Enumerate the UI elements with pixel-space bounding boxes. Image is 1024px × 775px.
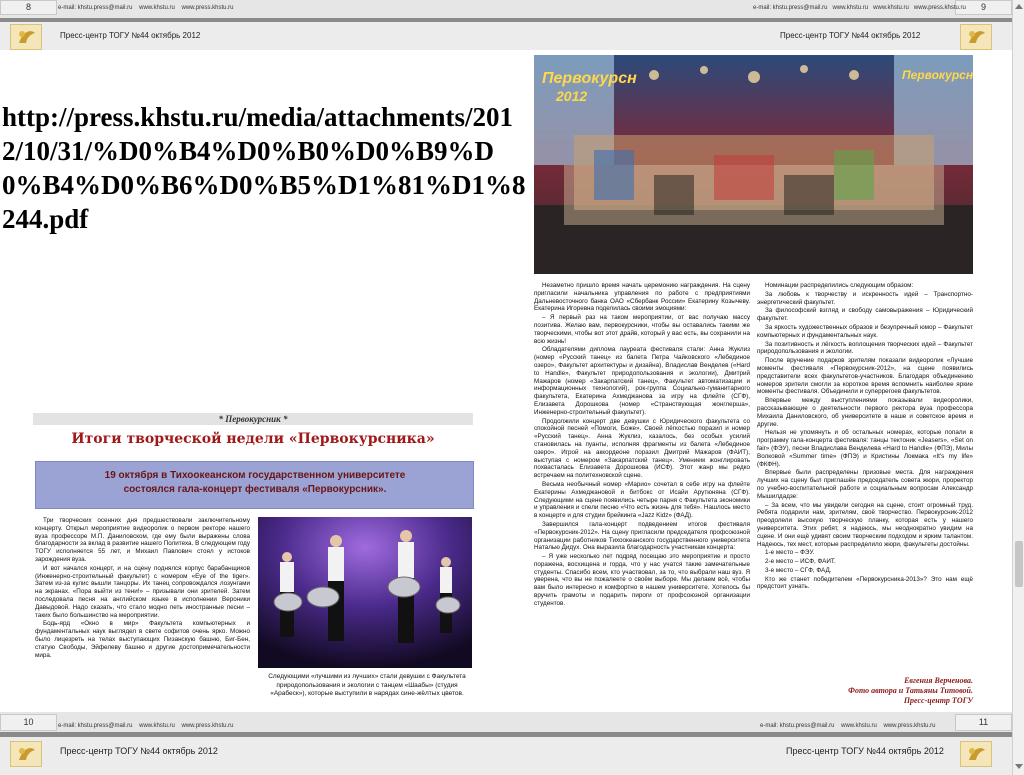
paragraph: Незаметно пришло время начать церемонию награждения. На сцену пригласили начальника управления по работе с предприятиями Дальневосточного банка ОАО «Сбербанк России» Екатерину Козычеву. Екатерина Игоревна поделилась своими эмоциями: xyxy=(534,282,750,313)
paragraph: 1-е место – ФЭУ. xyxy=(765,549,815,557)
drummers-photo xyxy=(258,517,472,668)
rubric-label: * Первокурсник * xyxy=(218,414,288,424)
page-number-8: 8 xyxy=(0,0,57,15)
paragraph: За яркость художественных образов и безупречный юмор – Факультет компьютерных и фундаментальных наук. xyxy=(757,323,973,339)
page-number-9: 9 xyxy=(955,0,1012,15)
paragraph: 2-е место – ИСФ, ФАИТ. xyxy=(765,558,836,566)
next-header-left-title: Пресс-центр ТОГУ №44 октябрь 2012 xyxy=(60,746,218,756)
newspaper-logo-icon xyxy=(960,741,992,767)
photo-caption: Следующими «лучшими из лучших» стали девушки с Факультета природопользования и экологии с танцем «Шаабы» (студия «Арабеск»), которые выступили в нарядах сине-жёлтых цветов. xyxy=(268,673,466,697)
paragraph: За позитивность и лёгкость воплощения творческих идей – Факультет природопользования и экологии. xyxy=(757,340,973,356)
article-column-1 xyxy=(35,517,250,707)
paragraph: За философский взгляд и свободу самовыражения – Юридический факультет. xyxy=(757,307,973,323)
next-header-strip xyxy=(0,737,1012,775)
paragraph: Номинации распределились следующим образом: xyxy=(765,282,914,289)
paragraph: Впервые были распределены призовые места. Для награждения лучших на сцену был приглашён председатель совета жюри, проректор по учебно-воспитательной работе и социальным вопросам Александр Мышилдадзе: xyxy=(757,469,973,500)
top-footer-right-links: e-mail: khstu.press@mail.ru www.khstu.ru www.khstu.ru www.press.khstu.ru xyxy=(753,5,966,11)
signature-author: Евгения Верченова. xyxy=(904,676,973,685)
svg-text:Первокурсн: Первокурсн xyxy=(902,68,973,82)
paragraph: Завершился гала-концерт подведением итогов фестиваля «Первокурсник-2012». На сцену пригласили председателя профсоюзной организации работников Тихоокеанского государственного университета Наталью Дидух. Она выразила благодарность участникам концерта: xyxy=(534,520,750,552)
paragraph: Весьма необычный номер «Марио» сочетал в себе игру на флейте Екатерины Ахмеджановой и битбокс от Исайи Арутюняна (СГФ). Следующими на сцене появились четыре парня с Факультета экономики и управления и спели песню «Что есть жизнь для тебя». Нашлось место в концерте и для студии брейкинга «Jazz Kidz» (ФАД). xyxy=(534,480,750,520)
header-right-title: Пресс-центр ТОГУ №44 октябрь 2012 xyxy=(780,31,921,40)
page-number-11: 11 xyxy=(955,714,1012,731)
paragraph: Бодь-ярд «Окно в мир» Факультета компьютерных и фундаментальных наук выглядел в свете софитов очень ярко. Можно было лицезреть на телах выступающих Пизанскую башню, Биг-Бен, статую Свободы, Эйфелеву башню и другие достопримечательности мира. xyxy=(35,620,250,659)
paragraph: Продолжили концерт две девушки с Юридического факультета со спокойной песней «Помоги, Боже». Своей лёгкостью поразил и номер «Русский танец». Анна Жуклиз, казалось, без особых усилий становилась на пуанты, исполняя фрагменты из балета «Лебединое озеро». Игрой на аккордеоне поразил Дмитрий Мажаров (ФАИТ), выступая с номером «Закарпатский танец». Умением жонглировать похвасталась Елизавета Дорошкова (ИСФ). Этот жанр мы редко встречаем на политехновской сцене. xyxy=(534,417,750,480)
article-column-2 xyxy=(534,282,750,709)
paragraph: – За всем, что мы увидели сегодня на сцене, стоит огромный труд. Ребята подарили нам, зрителям, своё творчество. Первокурсник-2012 преодолели высокую творческую планку, которая есть у нашего университета. Этих ребят, я надеюсь, мы неоднократно увидим на сцене. И они ещё удивят своим творческим подходом и ярким талантом. Надеюсь, тех мест, которые распределило жюри, факультеты достойны. xyxy=(757,501,973,548)
bottom-footer-left-links: e-mail: khstu.press@mail.ru www.khstu.ru www.press.khstu.ru xyxy=(58,723,234,729)
header-left-title: Пресс-центр ТОГУ №44 октябрь 2012 xyxy=(60,31,201,40)
group-photo xyxy=(534,55,973,274)
page-number-10: 10 xyxy=(0,714,57,731)
paragraph: После вручение подарков зрителям показали видеоролик «Лучшие моменты фестиваля «Первокурсник-2012», на сцене появились представители всех факультетов-участников. Благодаря объединению номеров зрители смогли за короткое время вспомнить наиболее яркие моменты фестиваля. Объединили и суперрегоев факультетов. xyxy=(757,357,973,396)
paragraph: Обладателями диплома лауреата фестиваля стали: Анна Жуклиз (номер «Русский танец» из балета Петра Чайковского «Лебединое озеро», Факультет архитектуры и дизайна), Владислав Венделев («Hard to Handle», Факультет природопользования и экологии), Дмитрий Мажаров (номер «Закарпатский танец», Факультет автоматизации и информационных технологий), рок-группа Социально-гуманитарного факультета, Екатерина Ахмеджанова за игру на флейте (СГФ), Елизавета Дорошкова (номер «Странствующая жонглерша», Инженерно-строительный факультет). xyxy=(534,346,750,416)
paragraph: 3-е место – СГФ, ФАД. xyxy=(765,566,832,574)
pdf-url-text[interactable]: http://press.khstu.ru/media/attachments/2012/10/31/%D0%B4%D0%B0%D0%B9%D0%B4%D0%B6%D0%B5%D1%81%D1%8244.pdf xyxy=(2,102,526,234)
signature xyxy=(800,676,973,706)
signature-press-center: Пресс-центр ТОГУ xyxy=(903,696,973,705)
paragraph: И вот начался концерт, и на сцену поднялся корпус барабанщиков (Инженерно-строительный факультет) с номером «Eye of the tiger». Затем из-за кулис вышли танцоры. Их танец сопровождался лозунгами на экранах. «Пора выйти из тени!» – призывали они зрителей. Затем последовала песня на английском языке в исполнении Вероники Давыдовой. Надо сказать, что стало модно петь иностранные песни – таких было большинство на мероприятии. xyxy=(35,564,250,619)
paragraph: – Я уже несколько лет подряд посещаю это мероприятие и просто поражена, восхищена и горда, что у нас учатся такие замечательные студенты. Спасибо всем, кто участвовал, за то, что выбрали наш вуз. Я уверена, что вы не пожалеете о своём выборе. Мы делаем всё, чтобы вам было интересно и комфортно в нашем университете. Хотелось бы вручить грамоты и подарить пироги от профсоюзной организации студентов. xyxy=(534,553,750,607)
newspaper-logo-icon xyxy=(10,24,42,50)
bottom-footer-strip xyxy=(0,712,1012,732)
banner-left-text: Первокурсн xyxy=(542,70,637,87)
vertical-scrollbar[interactable] xyxy=(1012,0,1024,775)
paragraph: Впервые между выступлениями показывали видеоролики, рассказывающие о деятельности первого ректора вуза профессора Михаила Даниловского, об университете в наше и советское время и другие. xyxy=(757,397,973,428)
lead-text: 19 октября в Тихоокеанском государственном университете состоялся гала-концерт фестиваля «Первокурсник». xyxy=(104,470,406,495)
article-column-3 xyxy=(757,282,973,667)
article-title: Итоги творческой недели «Первокурсника» xyxy=(71,431,435,447)
signature-photo-credit: Фото автора и Татьяны Титовой. xyxy=(848,686,973,695)
bottom-footer-right-links: e-mail: khstu.press@mail.ru www.khstu.ru www.press.khstu.ru xyxy=(760,723,936,729)
newspaper-logo-icon xyxy=(960,24,992,50)
paragraph: Три творческих осенних дня предшествовали заключительному концерту. Открыл мероприятие видеоролик о первом ректоре нашего вуза профессоре М.П. Даниловском, где ему были выражены слова благодарности за вклад в развитие нашего Политеха. В следующем году ТОГУ исполняется 55 лет, и Михаил Павлович стоял у истоков зарождения вуза. xyxy=(35,517,250,563)
paragraph: За любовь к творчеству и искренность идей – Транспортно-энергетический факультет. xyxy=(757,290,973,306)
scroll-up-arrow-icon[interactable] xyxy=(1015,4,1023,9)
top-footer-left-links: e-mail: khstu.press@mail.ru www.khstu.ru www.press.khstu.ru xyxy=(58,5,234,11)
svg-text:2012: 2012 xyxy=(556,88,588,104)
scrollbar-thumb[interactable] xyxy=(1015,541,1023,587)
paragraph: – Я первый раз на таком мероприятии, от вас получаю массу позитива. Желаю вам, первокурсники, чтобы вы оставались такими же творческими, чтобы вот этот драйв, который у вас есть, вы сохранили на всю жизнь! xyxy=(534,314,750,345)
newspaper-logo-icon xyxy=(10,741,42,767)
paragraph: Кто же станет победителем «Первокурсника-2013»? Это нам ещё предстоит узнать. xyxy=(757,575,973,591)
next-header-right-title: Пресс-центр ТОГУ №44 октябрь 2012 xyxy=(786,746,944,756)
paragraph: Нельзя не упомянуть и об остальных номерах, которые попали в программу гала-концерта фестиваля: танцы тектоник «Jeasers», «Set on fair» (ФЭУ), песни Владислава Венделева «Hard to Handle» (ФПЭ), Милы Волковой «Summer time» (ФПЭ) и Кристины Локмака «It's my life» (ФКФН). xyxy=(757,429,973,468)
scroll-down-arrow-icon[interactable] xyxy=(1015,764,1023,769)
